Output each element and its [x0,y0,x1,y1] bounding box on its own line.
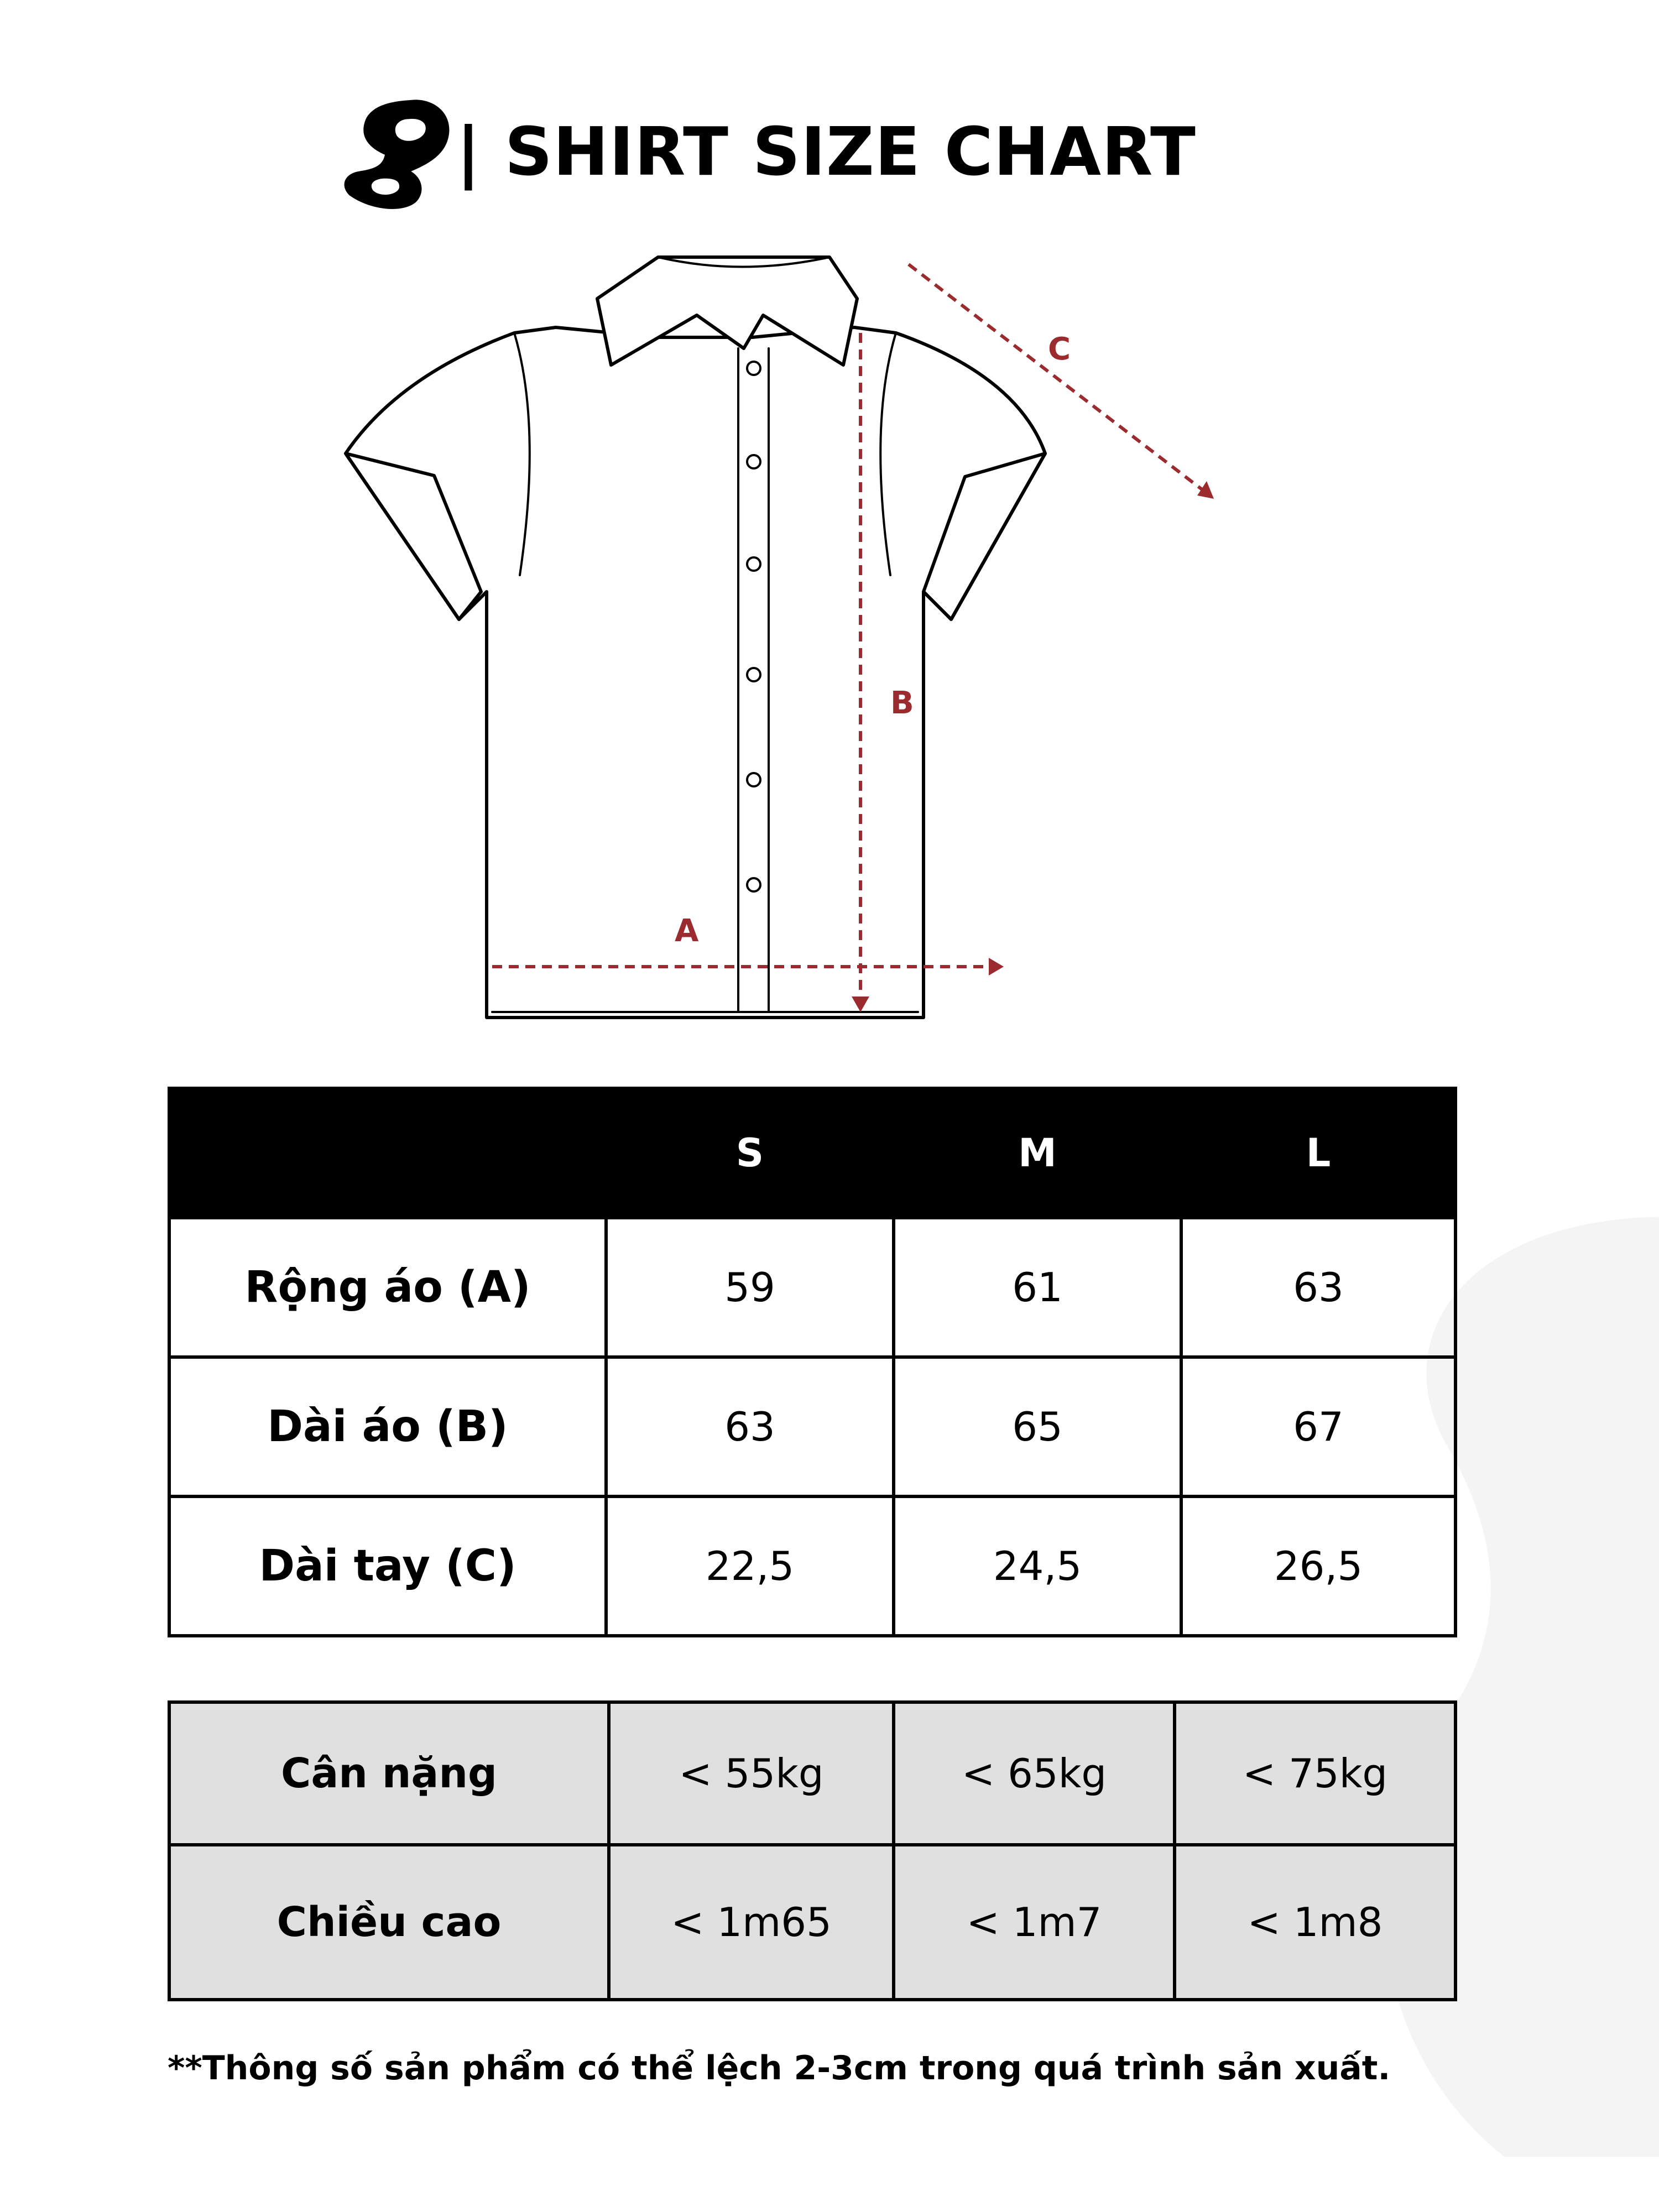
size-table-header-empty [169,1088,606,1218]
size-header-s: S [606,1088,894,1218]
table-cell: < 75kg [1175,1702,1455,1845]
table-cell: 26,5 [1181,1496,1455,1636]
table-row [169,1496,1455,1636]
measure-label-a: A [675,913,699,949]
fit-table [168,1700,1457,2001]
table-cell: 22,5 [606,1496,894,1636]
table-cell: < 1m65 [609,1845,894,2000]
page-title: | SHIRT SIZE CHART [456,113,1196,191]
table-cell: < 1m7 [894,1845,1175,2000]
table-cell: 61 [894,1218,1181,1357]
table-row [169,1845,1455,2000]
table-cell: 63 [1181,1218,1455,1357]
table-row [169,1357,1455,1496]
page-header [337,91,1196,213]
table-row [169,1218,1455,1357]
row-label-width: Rộng áo (A) [169,1218,606,1357]
table-cell: 63 [606,1357,894,1496]
row-label-sleeve: Dài tay (C) [169,1496,606,1636]
size-table-header-row [169,1088,1455,1218]
table-cell: < 55kg [609,1702,894,1845]
size-table [168,1087,1457,1637]
size-header-m: M [894,1088,1181,1218]
measure-label-c: C [1048,331,1071,367]
row-label-length: Dài áo (B) [169,1357,606,1496]
measure-label-b: B [890,685,914,721]
row-label-weight: Cân nặng [169,1702,609,1845]
brand-logo-icon [337,93,456,212]
shirt-diagram [310,232,1250,1040]
table-cell: 59 [606,1218,894,1357]
shirt-outline [346,257,1045,1018]
table-cell: 24,5 [894,1496,1181,1636]
table-cell: < 65kg [894,1702,1175,1845]
table-row [169,1702,1455,1845]
size-header-l: L [1181,1088,1455,1218]
table-cell: < 1m8 [1175,1845,1455,2000]
table-cell: 67 [1181,1357,1455,1496]
row-label-height: Chiều cao [169,1845,609,2000]
footnote: **Thông số sản phẩm có thể lệch 2-3cm trong quá trình sản xuất. [168,2049,1391,2088]
table-cell: 65 [894,1357,1181,1496]
